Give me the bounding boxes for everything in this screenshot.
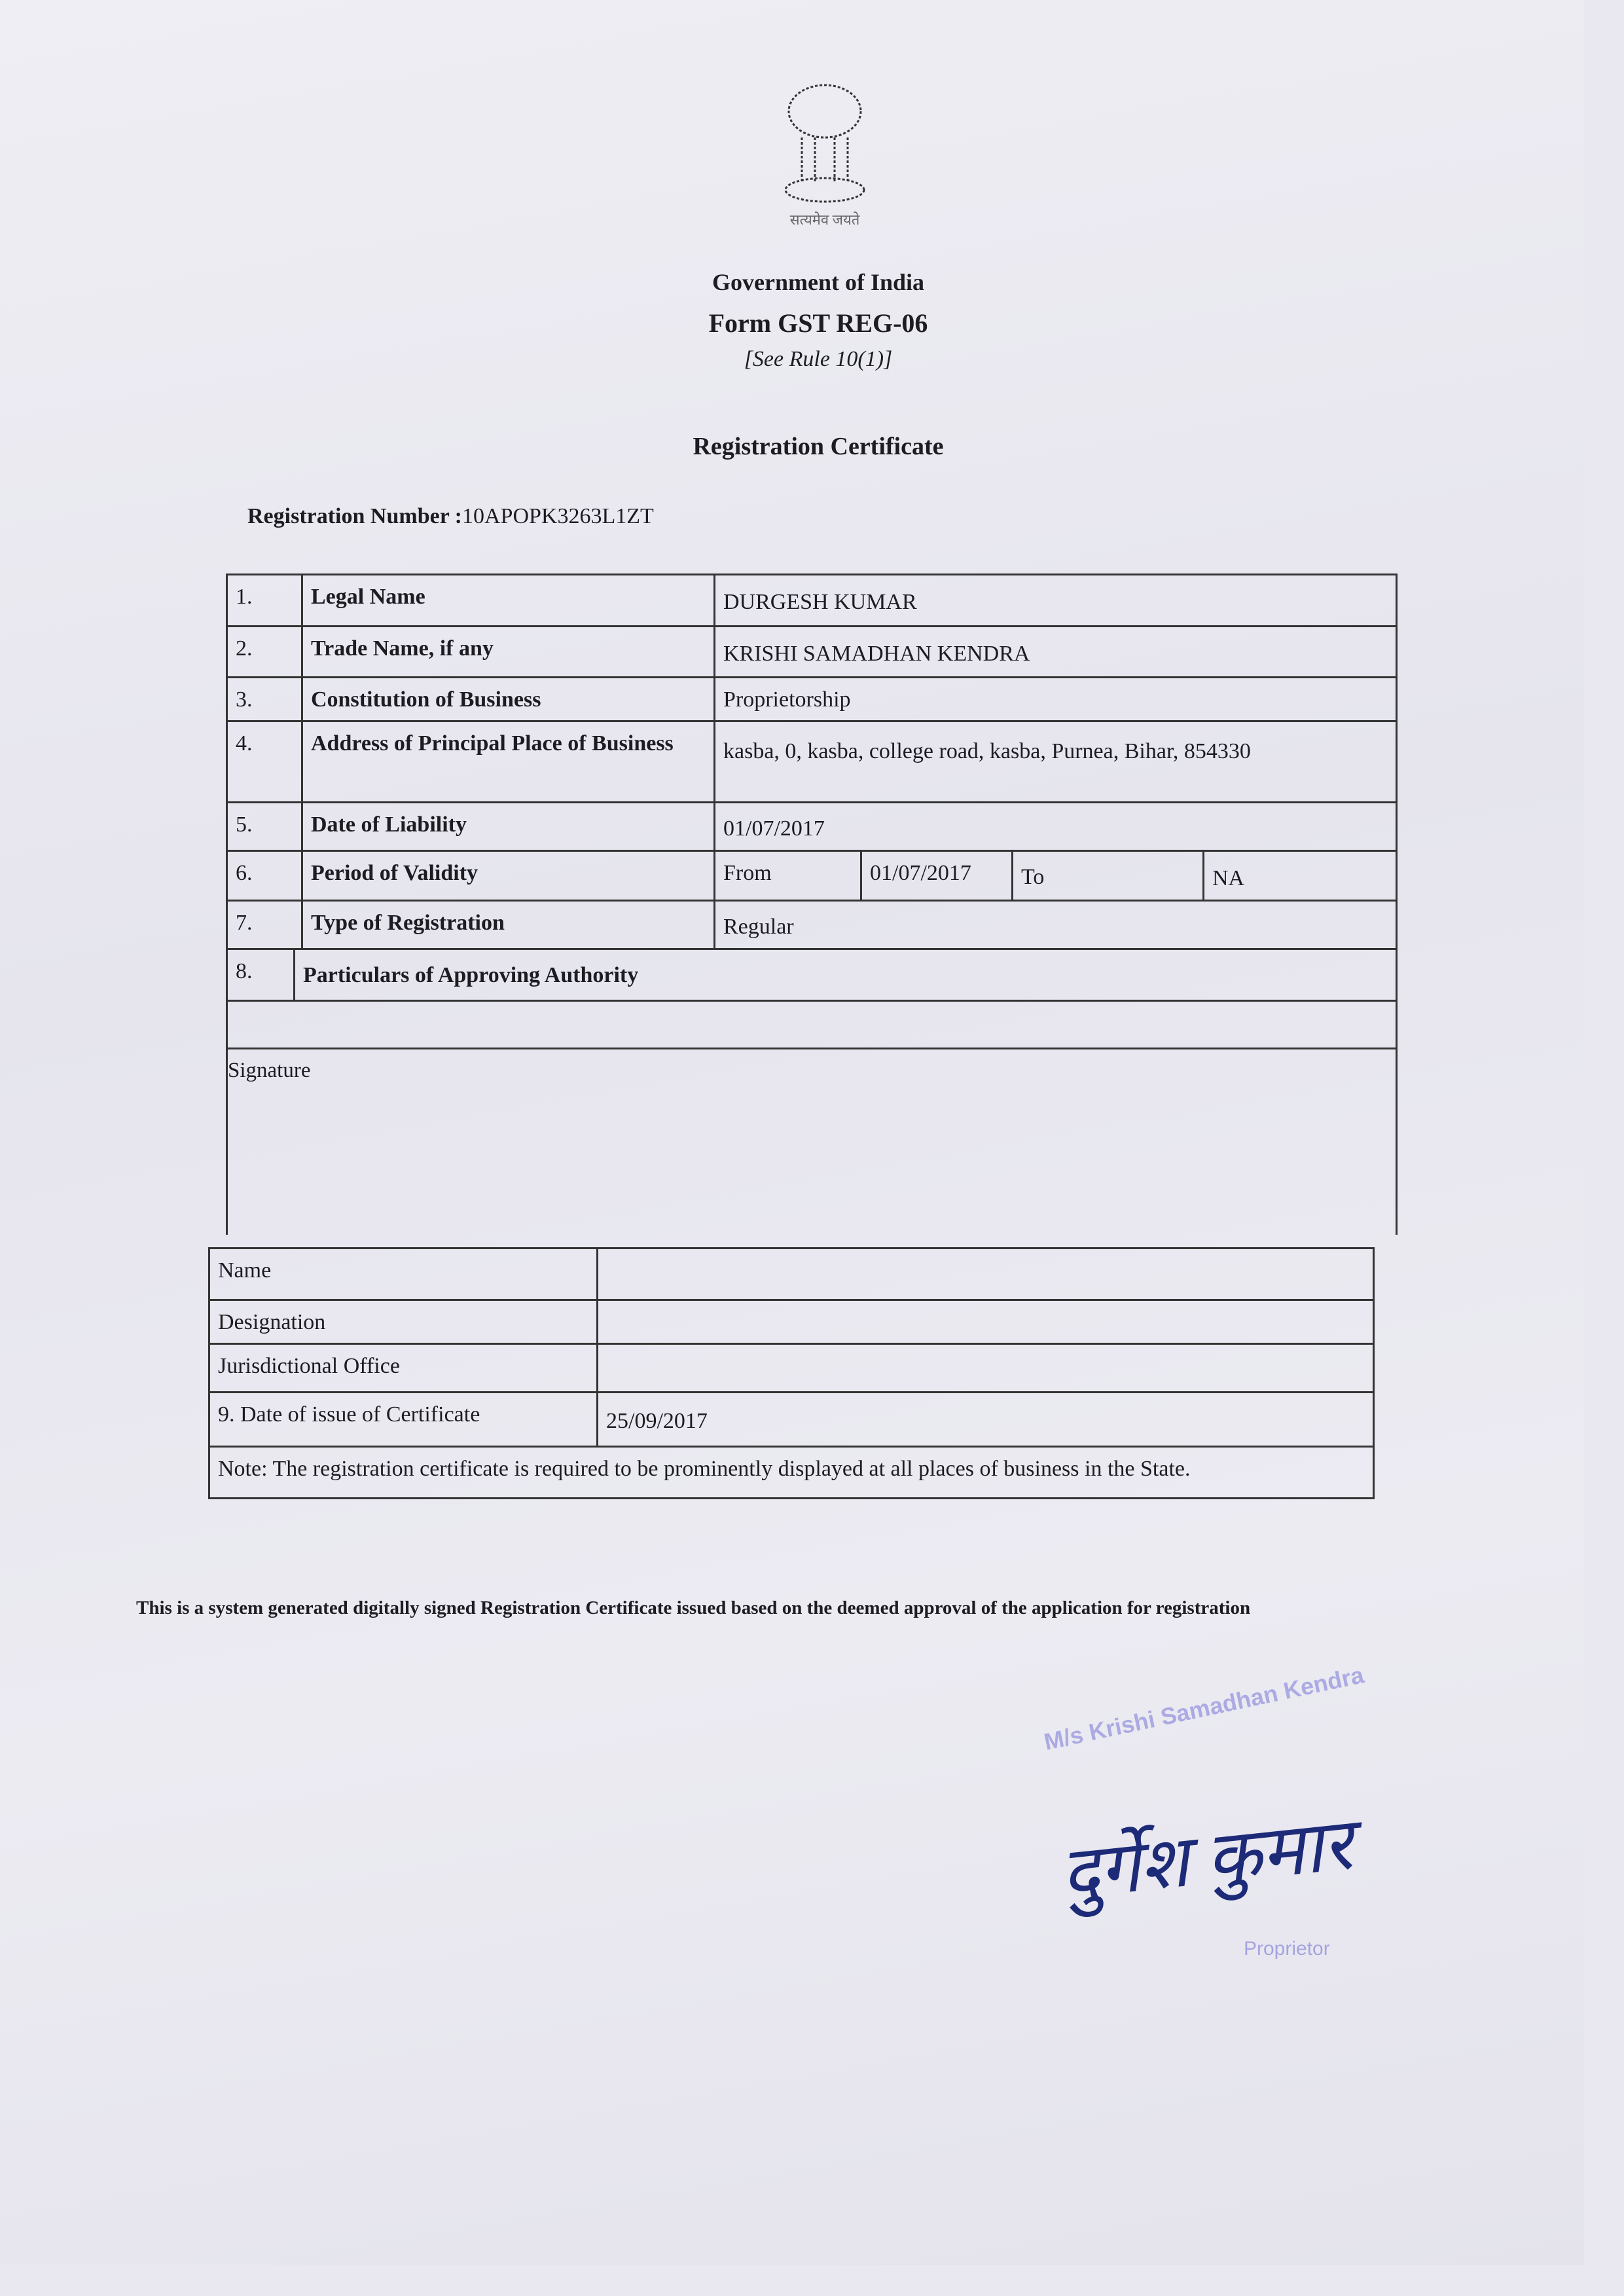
issue-date-value: 25/09/2017 <box>596 1393 1373 1446</box>
table-row <box>228 722 1396 803</box>
table-row <box>228 575 1396 627</box>
table-row <box>228 627 1396 678</box>
jurisdictional-office-value <box>596 1345 1373 1391</box>
government-heading: Government of India <box>712 269 924 295</box>
row-label: Particulars of Approving Authority <box>293 950 1396 1000</box>
table-row <box>210 1249 1373 1301</box>
national-emblem-icon <box>776 79 874 210</box>
name-label: Name <box>218 1258 272 1283</box>
legal-name-value: DURGESH KUMAR <box>713 575 1396 625</box>
row-label: Date of Liability <box>301 803 713 850</box>
table-row <box>228 852 1396 902</box>
system-generated-footer: This is a system generated digitally signed Registration Certificate issued based on the deemed approval of the application for registration <box>136 1597 1251 1618</box>
display-note: Note: The registration certificate is required to be prominently displayed at all places of business in the State. <box>218 1457 1191 1481</box>
validity-from-value: 01/07/2017 <box>860 852 1011 900</box>
row-label: Address of Principal Place of Business <box>301 722 713 801</box>
row-label: Legal Name <box>301 575 713 625</box>
designation-label: Designation <box>218 1310 326 1334</box>
table-row <box>210 1301 1373 1345</box>
row-number: 1. <box>236 585 253 609</box>
row-number: 7. <box>236 911 253 935</box>
row-label: Constitution of Business <box>301 678 713 720</box>
row-label: Trade Name, if any <box>301 627 713 676</box>
proprietor-stamp: M/s Krishi Samadhan Kendra <box>1041 1661 1367 1756</box>
row-number: 4. <box>236 731 253 756</box>
designation-value <box>596 1301 1373 1343</box>
registration-number <box>247 504 654 529</box>
registration-details-table <box>226 574 1398 1235</box>
trade-name-value: KRISHI SAMADHAN KENDRA <box>713 627 1396 676</box>
row-number: 6. <box>236 861 253 885</box>
row-label: Type of Registration <box>301 902 713 948</box>
row-number: 8. <box>236 959 253 983</box>
date-of-liability-value: 01/07/2017 <box>713 803 1396 850</box>
row-number: 5. <box>236 812 253 837</box>
address-value: kasba, 0, kasba, college road, kasba, Purnea, Bihar, 854330 <box>713 722 1396 801</box>
proprietor-stamp-title: Proprietor <box>1244 1938 1330 1959</box>
authority-table <box>208 1247 1375 1499</box>
registration-number-label: Registration Number : <box>247 504 462 528</box>
emblem-motto: सत्यमेव जयते <box>789 211 860 228</box>
validity-to-label: To <box>1011 852 1202 900</box>
constitution-value: Proprietorship <box>713 678 1396 720</box>
blank-row <box>228 1002 1396 1049</box>
handwritten-signature: दुर्गेश कुमार <box>1056 1804 1356 1914</box>
table-row <box>228 803 1396 852</box>
page-title: Registration Certificate <box>693 433 944 460</box>
row-number: 2. <box>236 636 253 661</box>
table-row <box>210 1393 1373 1448</box>
validity-from-label: From <box>713 852 860 900</box>
issue-date-label: 9. Date of issue of Certificate <box>218 1402 480 1427</box>
table-row <box>228 902 1396 950</box>
row-number: 3. <box>236 687 253 712</box>
registration-type-value: Regular <box>713 902 1396 948</box>
registration-number-value: 10APOPK3263L1ZT <box>462 504 654 528</box>
rule-reference: [See Rule 10(1)] <box>744 347 893 371</box>
table-row <box>210 1345 1373 1393</box>
form-heading: Form GST REG-06 <box>708 308 928 338</box>
row-label: Period of Validity <box>301 852 713 900</box>
table-row <box>228 950 1396 1002</box>
jurisdictional-office-label: Jurisdictional Office <box>218 1354 400 1378</box>
validity-to-value: NA <box>1202 852 1396 900</box>
name-value <box>596 1249 1373 1299</box>
signature-label: Signature <box>228 1059 311 1082</box>
table-row <box>228 678 1396 722</box>
